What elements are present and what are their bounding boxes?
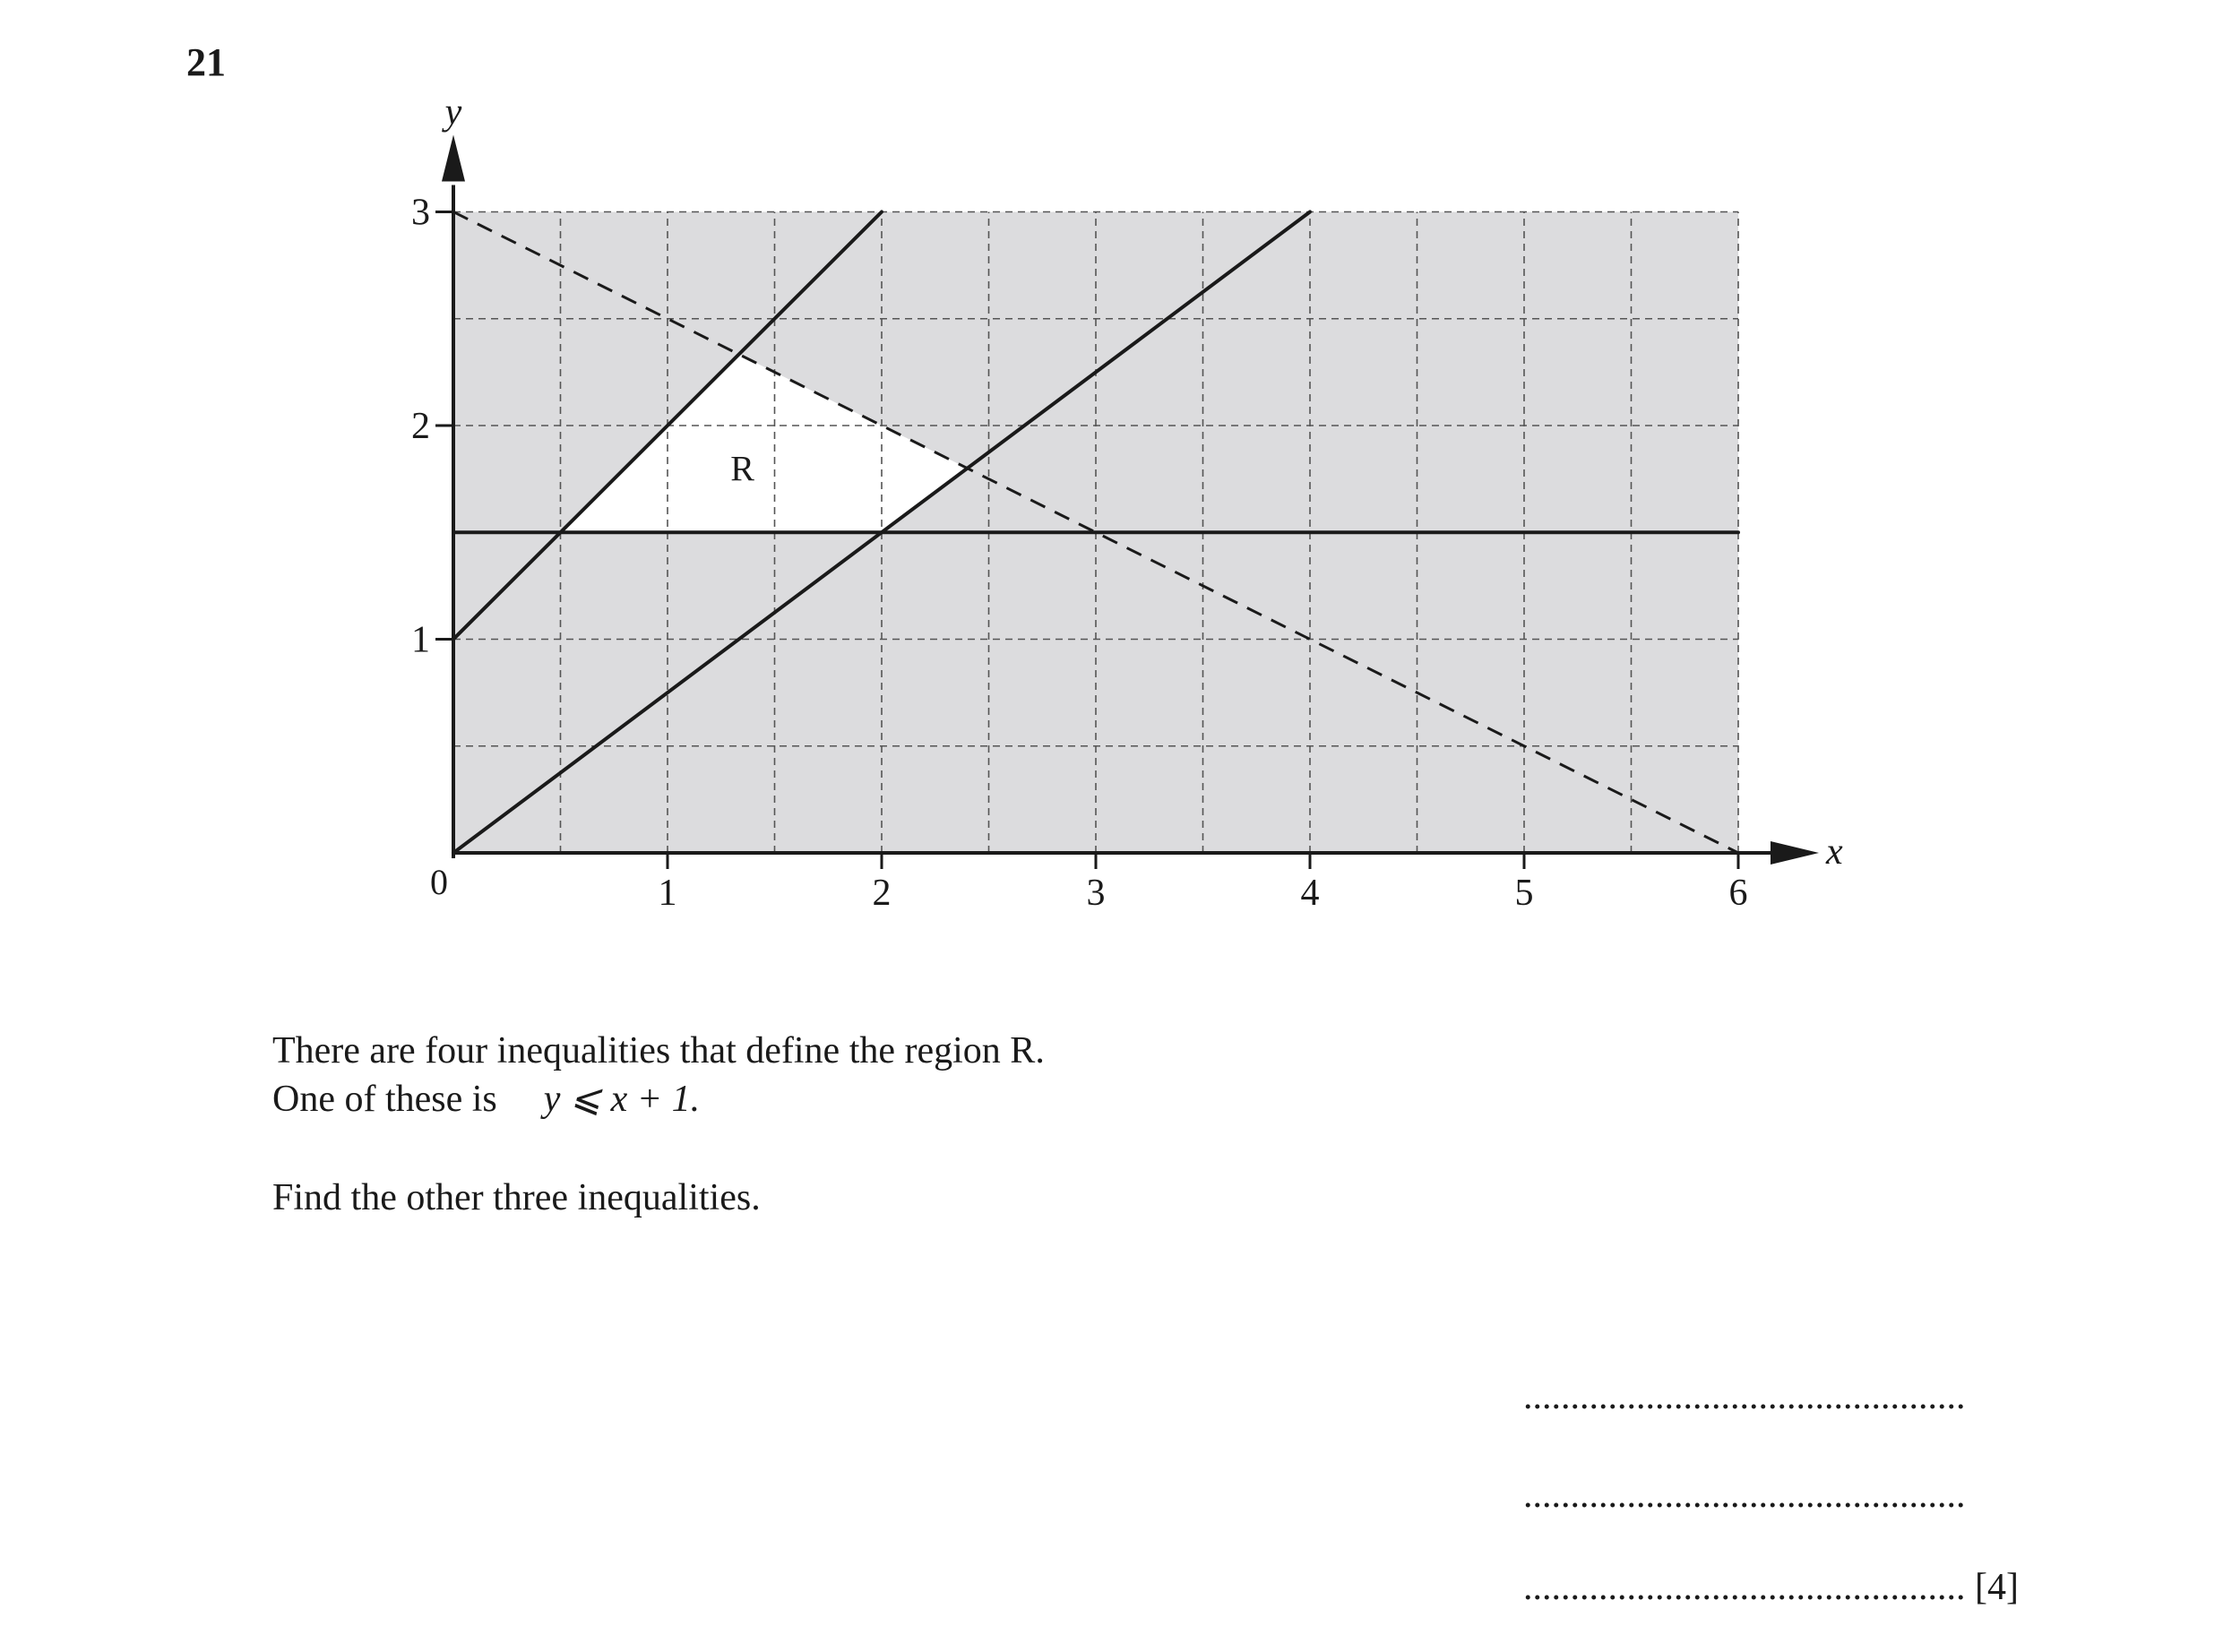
answer-line-1[interactable]: ............................................... bbox=[1523, 1376, 1966, 1417]
answer-line-3-dots[interactable]: ............................................... bbox=[1523, 1567, 1966, 1608]
question-instruction: Find the other three inequalities. bbox=[272, 1177, 761, 1218]
x-tick-label: 5 bbox=[1514, 873, 1534, 914]
x-tick-label: 1 bbox=[658, 873, 677, 914]
question-stem-line1: There are four inequalities that define the region R. bbox=[272, 1030, 1045, 1071]
x-axis-arrow bbox=[1771, 841, 1819, 865]
x-tick-label: 3 bbox=[1086, 873, 1106, 914]
question-number: 21 bbox=[186, 40, 226, 84]
answer-line-3[interactable] bbox=[1523, 1566, 2019, 1609]
question-stem-line2 bbox=[272, 1077, 700, 1122]
y-axis-label: y bbox=[444, 91, 462, 133]
x-tick-label: 4 bbox=[1300, 873, 1320, 914]
origin-label: 0 bbox=[430, 862, 448, 902]
y-tick-label: 3 bbox=[411, 192, 430, 234]
x-axis-label: x bbox=[1826, 831, 1843, 873]
marks-label: [4] bbox=[1975, 1567, 2019, 1608]
y-tick-label: 2 bbox=[411, 406, 430, 447]
answer-line-2[interactable]: ............................................... bbox=[1523, 1475, 1966, 1516]
given-inequality: y ⩽ x + 1. bbox=[543, 1079, 701, 1120]
region-label: R bbox=[730, 448, 754, 489]
given-inequality-prefix: One of these is bbox=[272, 1079, 497, 1120]
x-tick-label: 6 bbox=[1728, 873, 1748, 914]
x-tick-label: 2 bbox=[872, 873, 892, 914]
y-axis-arrow bbox=[442, 135, 465, 182]
y-tick-label: 1 bbox=[411, 619, 430, 661]
